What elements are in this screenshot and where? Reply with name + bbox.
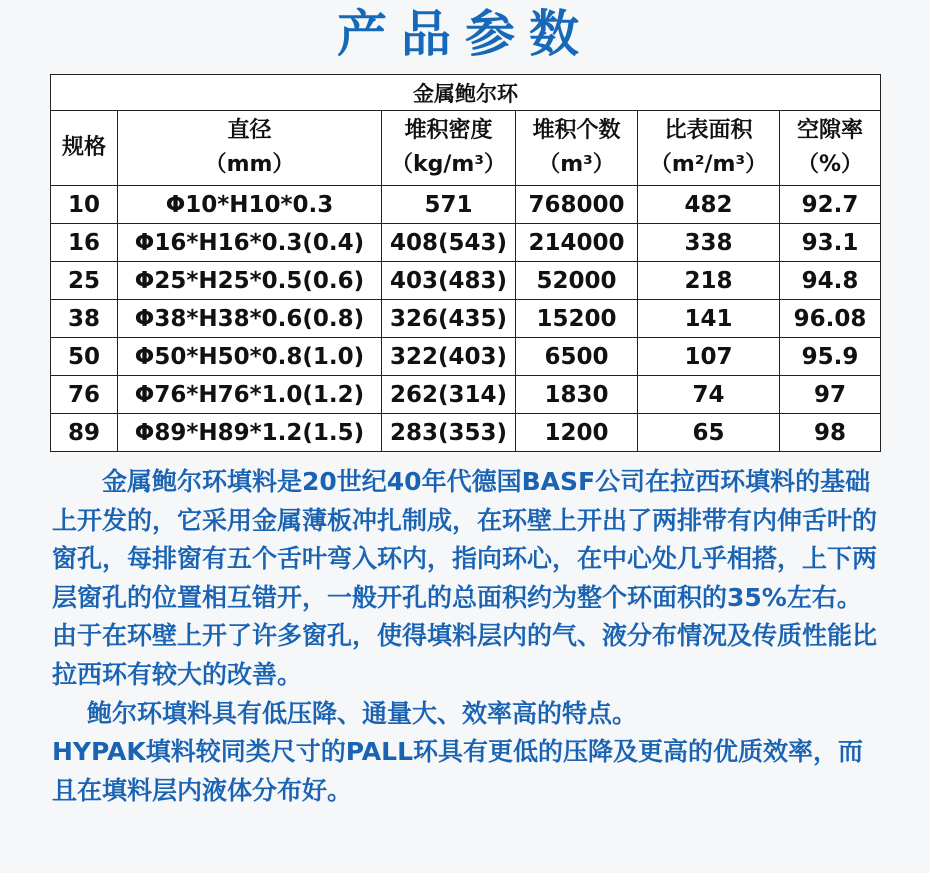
- header-spec: 规格: [51, 111, 118, 186]
- cell-specific-area: 107: [638, 338, 780, 376]
- cell-bulk-density: 322(403): [382, 338, 516, 376]
- cell-bulk-density: 326(435): [382, 300, 516, 338]
- cell-bulk-count: 1200: [516, 414, 638, 452]
- cell-bulk-count: 768000: [516, 186, 638, 224]
- cell-bulk-count: 6500: [516, 338, 638, 376]
- header-bulk-count: 堆积个数 （m³）: [516, 111, 638, 186]
- table-caption-row: [51, 75, 881, 111]
- description-paragraph-3: HYPAK填料较同类尺寸的PALL环具有更低的压降及更高的优质效率，而且在填料层内液体分布好。: [52, 737, 864, 805]
- cell-bulk-density: 262(314): [382, 376, 516, 414]
- cell-void-ratio: 97: [780, 376, 881, 414]
- table-row: [51, 338, 881, 376]
- cell-void-ratio: 93.1: [780, 224, 881, 262]
- cell-void-ratio: 96.08: [780, 300, 881, 338]
- description-paragraph-2: 鲍尔环填料具有低压降、通量大、效率高的特点。: [87, 698, 638, 728]
- cell-diameter: Φ89*H89*1.2(1.5): [118, 414, 382, 452]
- cell-bulk-density: 408(543): [382, 224, 516, 262]
- cell-spec: 76: [51, 376, 118, 414]
- cell-diameter: Φ38*H38*0.6(0.8): [118, 300, 382, 338]
- cell-specific-area: 218: [638, 262, 780, 300]
- cell-spec: 89: [51, 414, 118, 452]
- cell-spec: 38: [51, 300, 118, 338]
- table-row: [51, 224, 881, 262]
- table-row: [51, 414, 881, 452]
- spec-table: [50, 74, 881, 452]
- cell-diameter: Φ25*H25*0.5(0.6): [118, 262, 382, 300]
- header-diameter: 直径 （mm）: [118, 111, 382, 186]
- cell-diameter: Φ76*H76*1.0(1.2): [118, 376, 382, 414]
- header-bulk-density: 堆积密度 （kg/m³）: [382, 111, 516, 186]
- cell-bulk-count: 1830: [516, 376, 638, 414]
- cell-spec: 50: [51, 338, 118, 376]
- cell-specific-area: 141: [638, 300, 780, 338]
- cell-bulk-density: 571: [382, 186, 516, 224]
- cell-void-ratio: 94.8: [780, 262, 881, 300]
- table-caption: 金属鲍尔环: [51, 75, 881, 111]
- cell-spec: 25: [51, 262, 118, 300]
- cell-diameter: Φ50*H50*0.8(1.0): [118, 338, 382, 376]
- cell-diameter: Φ16*H16*0.3(0.4): [118, 224, 382, 262]
- cell-bulk-count: 52000: [516, 262, 638, 300]
- cell-bulk-density: 283(353): [382, 414, 516, 452]
- table-header-row: [51, 111, 881, 186]
- cell-specific-area: 65: [638, 414, 780, 452]
- cell-bulk-count: 15200: [516, 300, 638, 338]
- cell-specific-area: 338: [638, 224, 780, 262]
- cell-bulk-count: 214000: [516, 224, 638, 262]
- table-row: [51, 262, 881, 300]
- cell-specific-area: 74: [638, 376, 780, 414]
- cell-specific-area: 482: [638, 186, 780, 224]
- cell-bulk-density: 403(483): [382, 262, 516, 300]
- table-row: [51, 376, 881, 414]
- page-title: 产品参数: [337, 5, 593, 63]
- cell-spec: 10: [51, 186, 118, 224]
- cell-spec: 16: [51, 224, 118, 262]
- cell-void-ratio: 92.7: [780, 186, 881, 224]
- description: [52, 463, 878, 810]
- table-row: [51, 186, 881, 224]
- header-specific-area: 比表面积 （m²/m³）: [638, 111, 780, 186]
- description-paragraph-1: 金属鲍尔环填料是20世纪40年代德国BASF公司在拉西环填料的基础上开发的，它采用金属薄板冲扎制成，在环壁上开出了两排带有内伸舌叶的窗孔，每排窗有五个舌叶弯入环内，指向环心，在中心处几乎相搭，上下两层窗孔的位置相互错开，一般开孔的总面积约为整个环面积的35%左右。由于在环壁上开了许多窗孔，使得填料层内的气、液分布情况及传质性能比拉西环有较大的改善。: [52, 467, 878, 689]
- cell-void-ratio: 95.9: [780, 338, 881, 376]
- cell-diameter: Φ10*H10*0.3: [118, 186, 382, 224]
- cell-void-ratio: 98: [780, 414, 881, 452]
- header-void-ratio: 空隙率 （%）: [780, 111, 881, 186]
- table-row: [51, 300, 881, 338]
